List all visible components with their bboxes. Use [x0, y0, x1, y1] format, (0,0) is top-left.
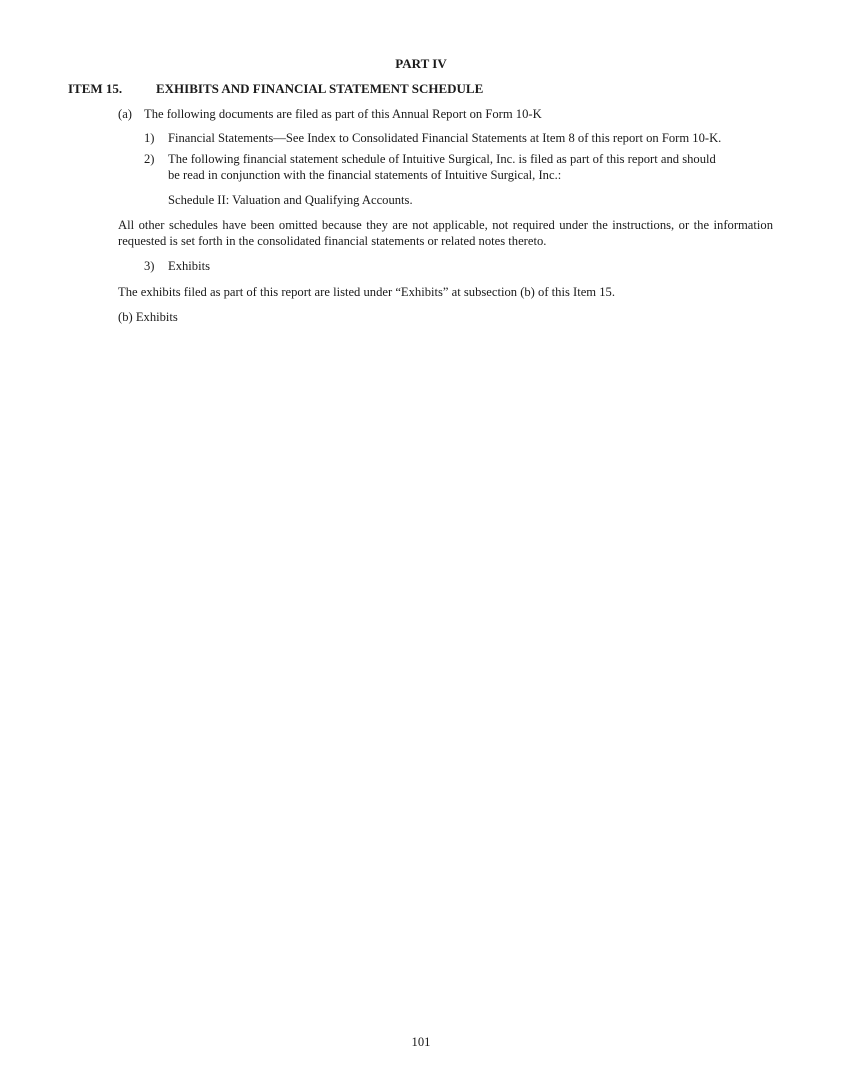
list-item-number: 1) [144, 131, 155, 145]
section-a-intro: The following documents are filed as part of this Annual Report on Form 10-K [144, 107, 542, 121]
list-item-text: Financial Statements—See Index to Consolidated Financial Statements at Item 8 of this report on Form 10-K. [168, 131, 722, 145]
list-item-text: Exhibits [168, 259, 210, 273]
section-a-marker: (a) [118, 107, 132, 121]
list-item-number: 3) [144, 259, 155, 273]
schedule-name: Schedule II: Valuation and Qualifying Accounts. [168, 193, 413, 207]
page-number: 101 [411, 1035, 431, 1049]
item-number: ITEM 15. [68, 81, 123, 96]
list-item-text-line-1: The following financial statement schedule of Intuitive Surgical, Inc. is filed as part of this report and should [168, 152, 716, 166]
list-item-text-line-2: be read in conjunction with the financial statements of Intuitive Surgical, Inc.: [168, 168, 562, 182]
section-b-label: (b) Exhibits [118, 310, 178, 324]
omitted-schedules-note: All other schedules have been omitted because they are not applicable, not required under the instructions, or the information requested is set forth in the consolidated financial statements or related notes thereto. [118, 218, 773, 248]
exhibits-note: The exhibits filed as part of this report are listed under “Exhibits” at subsection (b) of this Item 15. [118, 285, 615, 299]
item-title: EXHIBITS AND FINANCIAL STATEMENT SCHEDULE [156, 81, 484, 96]
list-item-number: 2) [144, 152, 155, 166]
part-title: PART IV [395, 56, 447, 71]
